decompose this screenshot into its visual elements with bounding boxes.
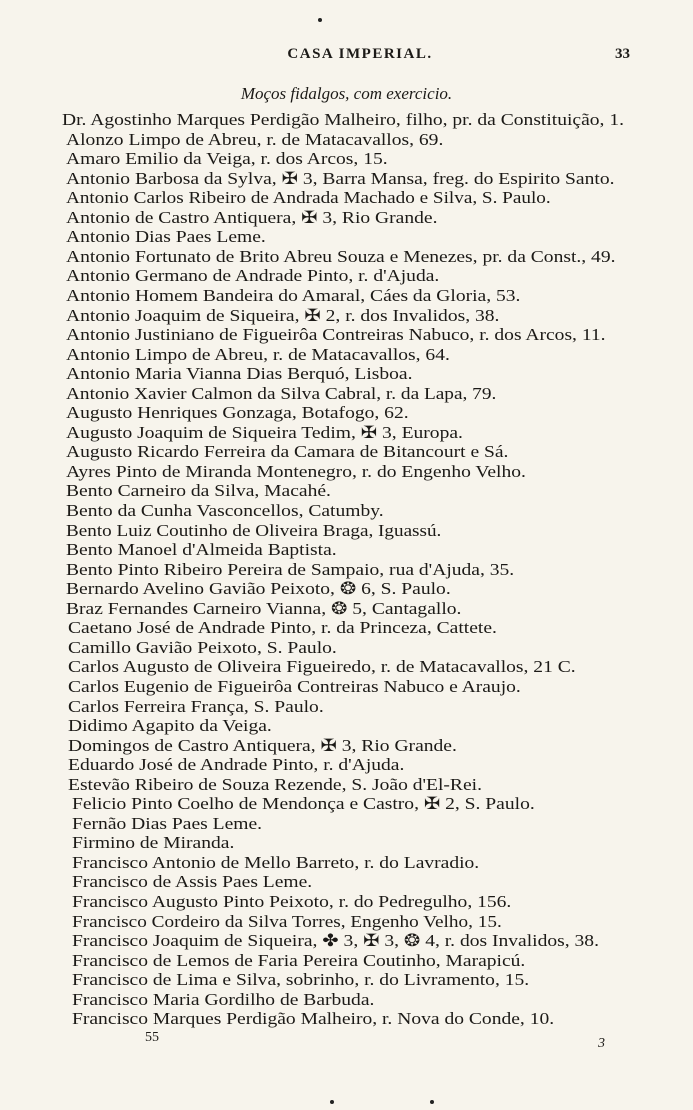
- list-item: Dr. Agostinho Marques Perdigão Malheiro, filho, pr. da Constituição, 1.: [62, 110, 625, 129]
- list-item: Bento da Cunha Vasconcellos, Catumby.: [66, 501, 384, 520]
- list-item: Antonio Fortunato de Brito Abreu Souza e Menezes, pr. da Const., 49.: [66, 247, 616, 266]
- list-item: Bento Pinto Ribeiro Pereira de Sampaio, rua d'Ajuda, 35.: [66, 560, 515, 579]
- ink-speck: [430, 1100, 434, 1104]
- ink-speck: [318, 18, 322, 22]
- list-item: Francisco Marques Perdigão Malheiro, r. Nova do Conde, 10.: [72, 1009, 555, 1028]
- list-item: Ayres Pinto de Miranda Montenegro, r. do Engenho Velho.: [66, 462, 526, 481]
- list-item: Amaro Emilio da Veiga, r. dos Arcos, 15.: [66, 149, 388, 168]
- list-item: Firmino de Miranda.: [72, 833, 235, 852]
- list-item: Camillo Gavião Peixoto, S. Paulo.: [68, 638, 337, 657]
- list-item: Fernão Dias Paes Leme.: [72, 814, 263, 833]
- list-item: Bento Carneiro da Silva, Macahé.: [66, 481, 331, 500]
- list-item: Antonio Limpo de Abreu, r. de Matacavallos, 64.: [66, 345, 450, 364]
- list-item: Francisco de Lemos de Faria Pereira Coutinho, Marapicú.: [72, 951, 526, 970]
- list-item: Domingos de Castro Antiquera, ✠ 3, Rio Grande.: [68, 736, 457, 755]
- list-item: Antonio Dias Paes Leme.: [66, 227, 266, 246]
- header-title: CASA IMPERIAL.: [287, 46, 433, 62]
- list-item: Bernardo Avelino Gavião Peixoto, ❂ 6, S. Paulo.: [66, 579, 451, 598]
- list-item: Augusto Henriques Gonzaga, Botafogo, 62.: [66, 403, 409, 422]
- ink-speck: [330, 1100, 334, 1104]
- running-header: [60, 46, 660, 70]
- list-item: Francisco Cordeiro da Silva Torres, Engenho Velho, 15.: [72, 912, 502, 931]
- list-item: Caetano José de Andrade Pinto, r. da Princeza, Cattete.: [68, 618, 497, 637]
- list-item: Augusto Joaquim de Siqueira Tedim, ✠ 3, Europa.: [66, 423, 463, 442]
- list-item: Antonio Germano de Andrade Pinto, r. d'Ajuda.: [66, 266, 440, 285]
- list-item: Bento Luiz Coutinho de Oliveira Braga, Iguassú.: [66, 521, 442, 540]
- list-item: Francisco Augusto Pinto Peixoto, r. do Pedregulho, 156.: [72, 892, 512, 911]
- list-item: Alonzo Limpo de Abreu, r. de Matacavallos, 69.: [66, 130, 444, 149]
- list-item: Antonio Maria Vianna Dias Berquó, Lisboa.: [66, 364, 413, 383]
- list-item: Antonio de Castro Antiquera, ✠ 3, Rio Grande.: [66, 208, 438, 227]
- list-item: Antonio Justiniano de Figueirôa Contreiras Nabuco, r. dos Arcos, 11.: [66, 325, 606, 344]
- list-item: Eduardo José de Andrade Pinto, r. d'Ajuda.: [68, 755, 405, 774]
- page-number: 33: [615, 46, 630, 62]
- signature-mark: 55: [145, 1030, 159, 1045]
- list-item: Francisco Joaquim de Siqueira, ✤ 3, ✠ 3, ❂ 4, r. dos Invalidos, 38.: [72, 931, 599, 950]
- list-item: Carlos Eugenio de Figueirôa Contreiras Nabuco e Araujo.: [68, 677, 521, 696]
- list-item: Braz Fernandes Carneiro Vianna, ❂ 5, Cantagallo.: [66, 599, 462, 618]
- list-item: Francisco de Assis Paes Leme.: [72, 872, 313, 891]
- list-item: Francisco Antonio de Mello Barreto, r. do Lavradio.: [72, 853, 480, 872]
- section-subtitle: Moços fidalgos, com exercicio.: [240, 84, 453, 103]
- list-item: Felicio Pinto Coelho de Mendonça e Castro, ✠ 2, S. Paulo.: [72, 794, 535, 813]
- list-item: Didimo Agapito da Veiga.: [68, 716, 272, 735]
- list-item: Augusto Ricardo Ferreira da Camara de Bitancourt e Sá.: [66, 442, 509, 461]
- list-item: Antonio Homem Bandeira do Amaral, Cáes da Gloria, 53.: [66, 286, 521, 305]
- list-item: Antonio Xavier Calmon da Silva Cabral, r. da Lapa, 79.: [66, 384, 497, 403]
- list-item: Bento Manoel d'Almeida Baptista.: [66, 540, 337, 559]
- page-mark: 3: [598, 1036, 605, 1051]
- list-item: Antonio Barbosa da Sylva, ✠ 3, Barra Mansa, freg. do Espirito Santo.: [66, 169, 615, 188]
- list-item: Estevão Ribeiro de Souza Rezende, S. João d'El-Rei.: [68, 775, 482, 794]
- list-item: Carlos Ferreira França, S. Paulo.: [68, 697, 324, 716]
- list-item: Francisco de Lima e Silva, sobrinho, r. do Livramento, 15.: [72, 970, 530, 989]
- list-item: Carlos Augusto de Oliveira Figueiredo, r. de Matacavallos, 21 C.: [68, 657, 576, 676]
- list-item: Francisco Maria Gordilho de Barbuda.: [72, 990, 375, 1009]
- list-item: Antonio Carlos Ribeiro de Andrada Machado e Silva, S. Paulo.: [66, 188, 551, 207]
- list-item: Antonio Joaquim de Siqueira, ✠ 2, r. dos Invalidos, 38.: [66, 306, 500, 325]
